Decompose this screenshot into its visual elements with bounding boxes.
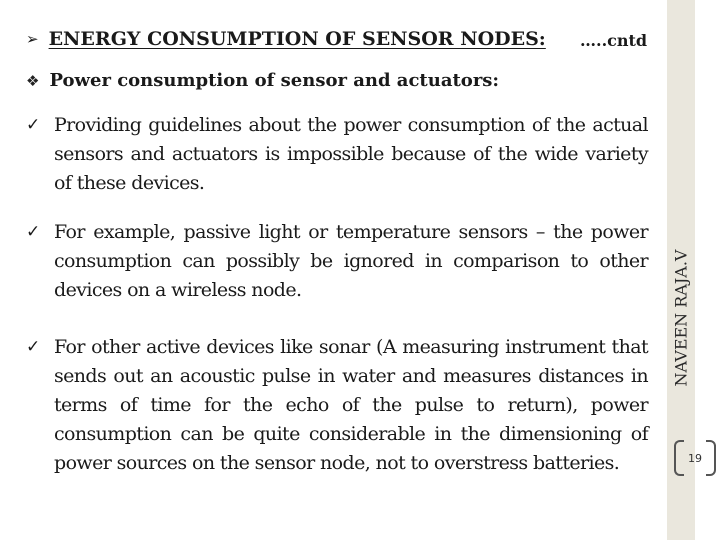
- continued-marker: …..cntd: [580, 31, 648, 50]
- author-name: NAVEEN RAJA.V: [671, 249, 691, 387]
- bullet-text: For example, passive light or temperature sensors – the power consumption can possibly be ignored in comparison to other devices on a wireless node.: [54, 221, 648, 301]
- bracket-left-icon: [674, 440, 684, 476]
- checkmark-icon: ✓: [26, 337, 41, 357]
- subheading: [26, 70, 499, 91]
- checkmark-icon: ✓: [26, 222, 41, 242]
- diamond-bullet-icon: ❖: [26, 71, 40, 90]
- slide-title-text: ENERGY CONSUMPTION OF SENSOR NODES:: [48, 28, 546, 50]
- page-number: 19: [688, 451, 702, 465]
- subheading-text: Power consumption of sensor and actuators:: [49, 70, 500, 91]
- bullet-text: For other active devices like sonar (A measuring instrument that sends out an acoustic pulse in water and measures distances in terms of time for the echo of the pulse to return), power consumption can be quite considerable in the dimensioning of power sources on the sensor node, not to overstress batteries.: [54, 336, 648, 474]
- page-number-badge: [672, 440, 718, 476]
- bullet-item: [26, 333, 648, 478]
- bullet-item: [26, 218, 648, 305]
- bullet-text: Providing guidelines about the power consumption of the actual sensors and actuators is impossible because of the wide variety of these devices.: [54, 114, 648, 194]
- bullet-item: [26, 111, 648, 198]
- slide-title: [26, 28, 546, 50]
- bracket-right-icon: [706, 440, 716, 476]
- arrow-bullet-icon: ➢: [26, 30, 39, 48]
- checkmark-icon: ✓: [26, 115, 41, 135]
